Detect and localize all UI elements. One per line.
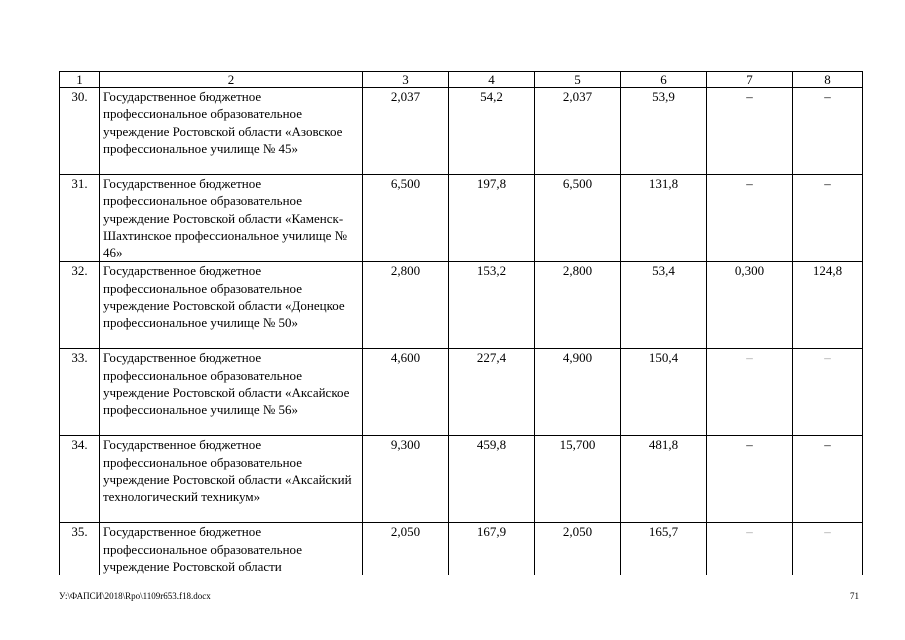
cell-col7 [707,349,793,436]
cell-col7 [707,88,793,175]
dash-mark: – [746,437,753,453]
dash-mark: – [746,89,753,104]
cell-col6: 481,8 [621,436,707,523]
cell-col8 [793,175,863,262]
cell-col4: 227,4 [449,349,535,436]
table-row [60,88,863,175]
institution-name: Государственное бюджетное профессиональное образовательное учреждение Ростовской области «Донецкое профессиональное училище № 50» [100,262,363,349]
column-header: 6 [621,72,707,88]
dash-mark: – [824,524,831,540]
cell-col3: 6,500 [363,175,449,262]
cell-col7: 0,300 [707,262,793,349]
cell-col7 [707,523,793,575]
cell-col3: 2,050 [363,523,449,575]
cell-col4: 167,9 [449,523,535,575]
dash-mark: – [746,176,753,191]
row-number: 31. [60,175,100,262]
cell-col3: 9,300 [363,436,449,523]
cell-col8: 124,8 [793,262,863,349]
column-header: 5 [535,72,621,88]
table-row [60,349,863,436]
table-header-row [60,72,863,88]
row-number: 30. [60,88,100,175]
column-header: 2 [100,72,363,88]
table-row [60,436,863,523]
table-row [60,523,863,575]
institution-name: Государственное бюджетное профессиональное образовательное учреждение Ростовской области «Азовское профессиональное училище № 45» [100,88,363,175]
footer-page-number: 71 [850,591,859,601]
dash-mark: – [824,350,831,366]
column-header: 4 [449,72,535,88]
cell-col5: 2,037 [535,88,621,175]
dash-mark: – [746,524,753,540]
row-number: 32. [60,262,100,349]
cell-col8 [793,88,863,175]
cell-col3: 4,600 [363,349,449,436]
institution-name: Государственное бюджетное профессиональное образовательное учреждение Ростовской области «Аксайский технологический техникум» [100,436,363,523]
cell-col8 [793,523,863,575]
cell-col3: 2,800 [363,262,449,349]
dash-mark: – [824,89,831,104]
cell-col6: 53,9 [621,88,707,175]
cell-col4: 153,2 [449,262,535,349]
institution-name: Государственное бюджетное профессиональное образовательное учреждение Ростовской области [100,523,363,575]
cell-col5: 2,050 [535,523,621,575]
cell-col4: 54,2 [449,88,535,175]
data-table [59,71,863,575]
cell-col8 [793,349,863,436]
institution-name: Государственное бюджетное профессиональное образовательное учреждение Ростовской области «Аксайское профессиональное училище № 56» [100,349,363,436]
column-header: 1 [60,72,100,88]
cell-col5: 15,700 [535,436,621,523]
row-number: 34. [60,436,100,523]
dash-mark: – [824,437,831,453]
table-row [60,262,863,349]
cell-col8 [793,436,863,523]
table-row [60,175,863,262]
cell-col6: 53,4 [621,262,707,349]
dash-mark: – [746,350,753,366]
cell-col5: 2,800 [535,262,621,349]
cell-col6: 150,4 [621,349,707,436]
cell-col3: 2,037 [363,88,449,175]
column-header: 3 [363,72,449,88]
cell-col5: 4,900 [535,349,621,436]
cell-col5: 6,500 [535,175,621,262]
cell-col7 [707,436,793,523]
cell-col6: 165,7 [621,523,707,575]
dash-mark: – [824,176,831,191]
row-number: 35. [60,523,100,575]
column-header: 8 [793,72,863,88]
footer-file-path: У:\ФАПСИ\2018\Rpo\1109r653.f18.docx [59,591,211,601]
cell-col7 [707,175,793,262]
row-number: 33. [60,349,100,436]
institution-name: Государственное бюджетное профессиональное образовательное учреждение Ростовской области «Каменск-Шахтинское профессиональное училище № 46» [100,175,363,262]
column-header: 7 [707,72,793,88]
cell-col6: 131,8 [621,175,707,262]
cell-col4: 459,8 [449,436,535,523]
cell-col4: 197,8 [449,175,535,262]
